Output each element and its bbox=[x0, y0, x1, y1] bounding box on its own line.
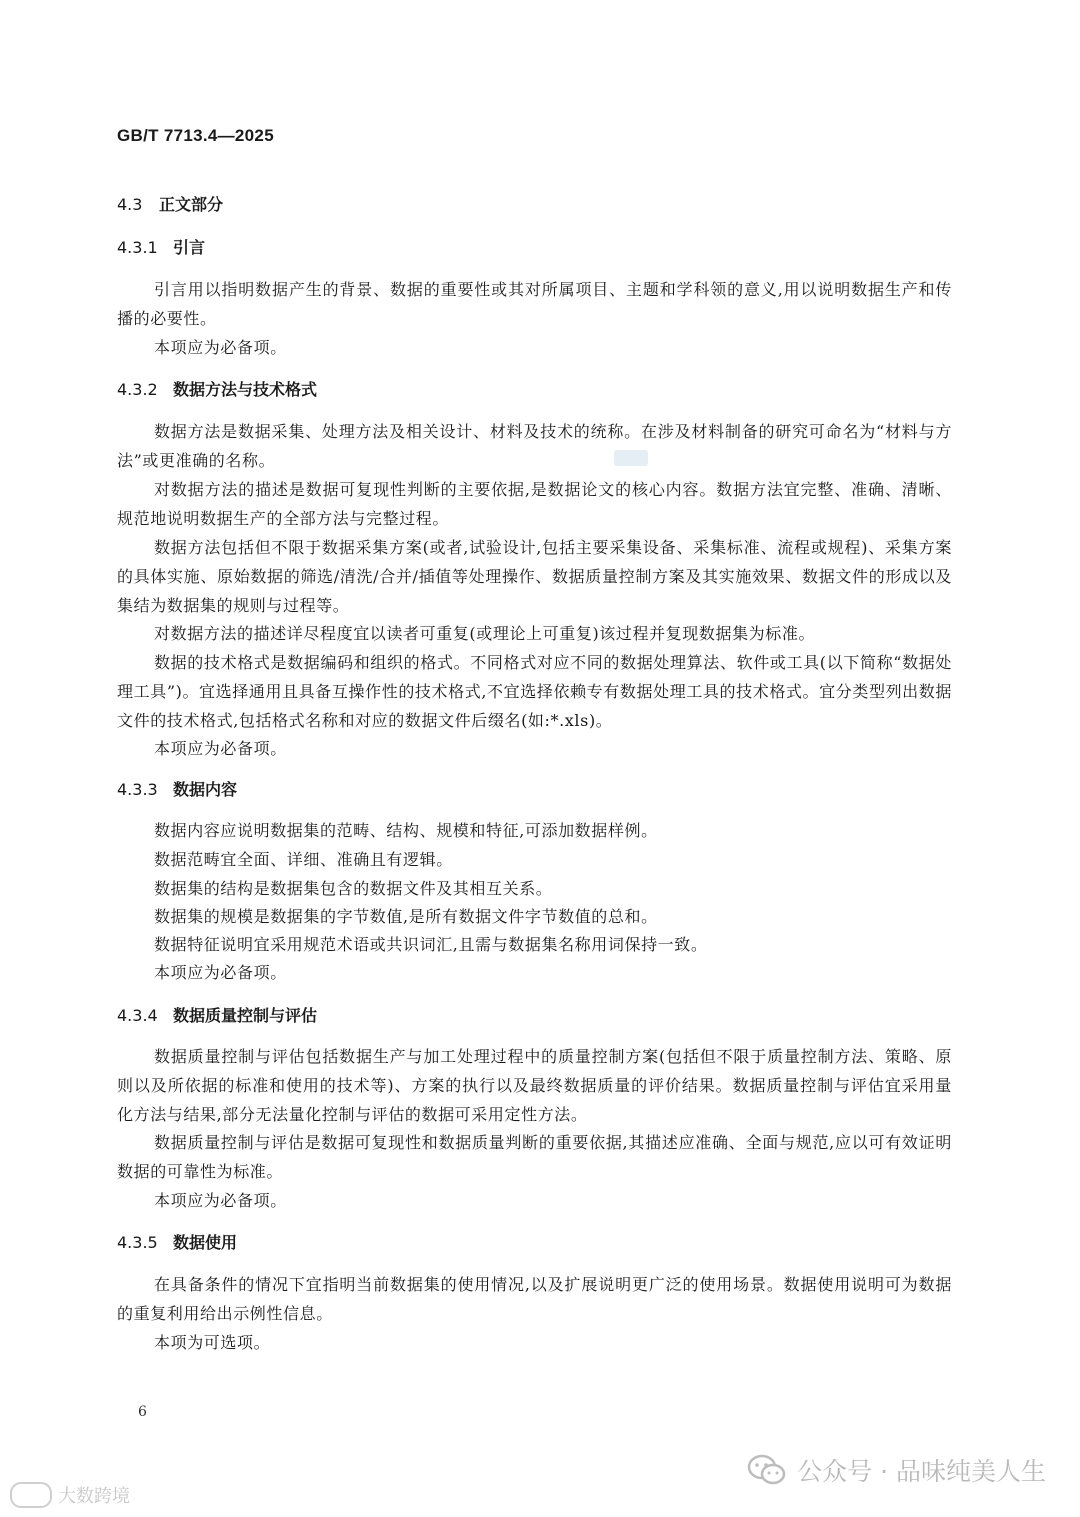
paragraph: 数据质量控制与评估包括数据生产与加工处理过程中的质量控制方案(包括但不限于质量控制方法、策略、原则以及所依据的标准和使用的技术等)、方案的执行以及最终数据质量的评价结果。数据质量控制与评估宜采用量化方法与结果,部分无法量化控制与评估的数据可采用定性方法。 bbox=[117, 1047, 952, 1124]
watermark-stamp bbox=[614, 450, 648, 466]
section-number: 4.3.5 bbox=[117, 1233, 158, 1252]
section-title: 数据使用 bbox=[173, 1233, 238, 1252]
section-number: 4.3 bbox=[117, 195, 143, 214]
section-number: 4.3.2 bbox=[117, 380, 158, 399]
section-heading-4-3 bbox=[117, 192, 223, 215]
paragraph: 本项应为必备项。 bbox=[154, 338, 287, 357]
section-heading-4-3-3 bbox=[117, 777, 237, 800]
section-number: 4.3.4 bbox=[117, 1006, 158, 1025]
paragraph: 本项应为必备项。 bbox=[154, 963, 287, 982]
section-title: 正文部分 bbox=[159, 195, 224, 214]
paragraph: 数据质量控制与评估是数据可复现性和数据质量判断的重要依据,其描述应准确、全面与规范,应以可有效证明数据的可靠性为标准。 bbox=[117, 1133, 952, 1181]
paragraph: 引言用以指明数据产生的背景、数据的重要性或其对所属项目、主题和学科领的意义,用以说明数据生产和传播的必要性。 bbox=[117, 280, 952, 328]
section-number: 4.3.3 bbox=[117, 780, 158, 799]
paragraph: 在具备条件的情况下宜指明当前数据集的使用情况,以及扩展说明更广泛的使用场景。数据使用说明可为数据的重复利用给出示例性信息。 bbox=[117, 1275, 952, 1323]
paragraph: 数据特征说明宜采用规范术语或共识词汇,且需与数据集名称用词保持一致。 bbox=[154, 935, 708, 954]
section-title: 数据方法与技术格式 bbox=[173, 380, 318, 399]
wechat-icon bbox=[747, 1453, 787, 1487]
section-title: 数据质量控制与评估 bbox=[173, 1006, 318, 1025]
watermark-left bbox=[10, 1482, 130, 1508]
watermark-logo-icon bbox=[10, 1482, 52, 1508]
paragraph: 数据内容应说明数据集的范畴、结构、规模和特征,可添加数据样例。 bbox=[154, 821, 658, 840]
watermark-left-text: 大数跨境 bbox=[58, 1486, 130, 1507]
document-code: GB/T 7713.4—2025 bbox=[117, 126, 274, 145]
watermark-right bbox=[747, 1452, 1046, 1488]
section-title: 引言 bbox=[173, 238, 206, 257]
paragraph: 数据集的规模是数据集的字节数值,是所有数据文件字节数值的总和。 bbox=[154, 907, 658, 926]
paragraph: 数据集的结构是数据集包含的数据文件及其相互关系。 bbox=[154, 879, 553, 898]
section-heading-4-3-1 bbox=[117, 235, 205, 258]
page-number: 6 bbox=[138, 1404, 147, 1420]
paragraph: 数据的技术格式是数据编码和组织的格式。不同格式对应不同的数据处理算法、软件或工具(以下简称“数据处理工具”)。宜选择通用且具备互操作性的技术格式,不宜选择依赖专有数据处理工具的技术格式。宜分类型列出数据文件的技术格式,包括格式名称和对应的数据文件后缀名(如:*.xls)。 bbox=[117, 653, 952, 730]
section-heading-4-3-5 bbox=[117, 1230, 237, 1253]
paragraph: 对数据方法的描述是数据可复现性判断的主要依据,是数据论文的核心内容。数据方法宜完整、准确、清晰、规范地说明数据生产的全部方法与完整过程。 bbox=[117, 480, 952, 528]
paragraph: 数据方法包括但不限于数据采集方案(或者,试验设计,包括主要采集设备、采集标准、流程或规程)、采集方案的具体实施、原始数据的筛选/清洗/合并/插值等处理操作、数据质量控制方案及其实施效果、数据文件的形成以及集结为数据集的规则与过程等。 bbox=[117, 538, 952, 615]
watermark-right-text: 公众号 · 品味纯美人生 bbox=[797, 1457, 1046, 1486]
paragraph: 数据范畴宜全面、详细、准确且有逻辑。 bbox=[154, 850, 453, 869]
paragraph: 本项为可选项。 bbox=[154, 1333, 271, 1352]
paragraph: 对数据方法的描述详尽程度宜以读者可重复(或理论上可重复)该过程并复现数据集为标准。 bbox=[154, 624, 816, 643]
section-heading-4-3-2 bbox=[117, 377, 317, 400]
section-number: 4.3.1 bbox=[117, 238, 158, 257]
paragraph: 数据方法是数据采集、处理方法及相关设计、材料及技术的统称。在涉及材料制备的研究可命名为“材料与方法”或更准确的名称。 bbox=[117, 422, 952, 470]
paragraph: 本项应为必备项。 bbox=[154, 1191, 287, 1210]
section-title: 数据内容 bbox=[173, 780, 238, 799]
section-heading-4-3-4 bbox=[117, 1003, 317, 1026]
paragraph: 本项应为必备项。 bbox=[154, 739, 287, 758]
